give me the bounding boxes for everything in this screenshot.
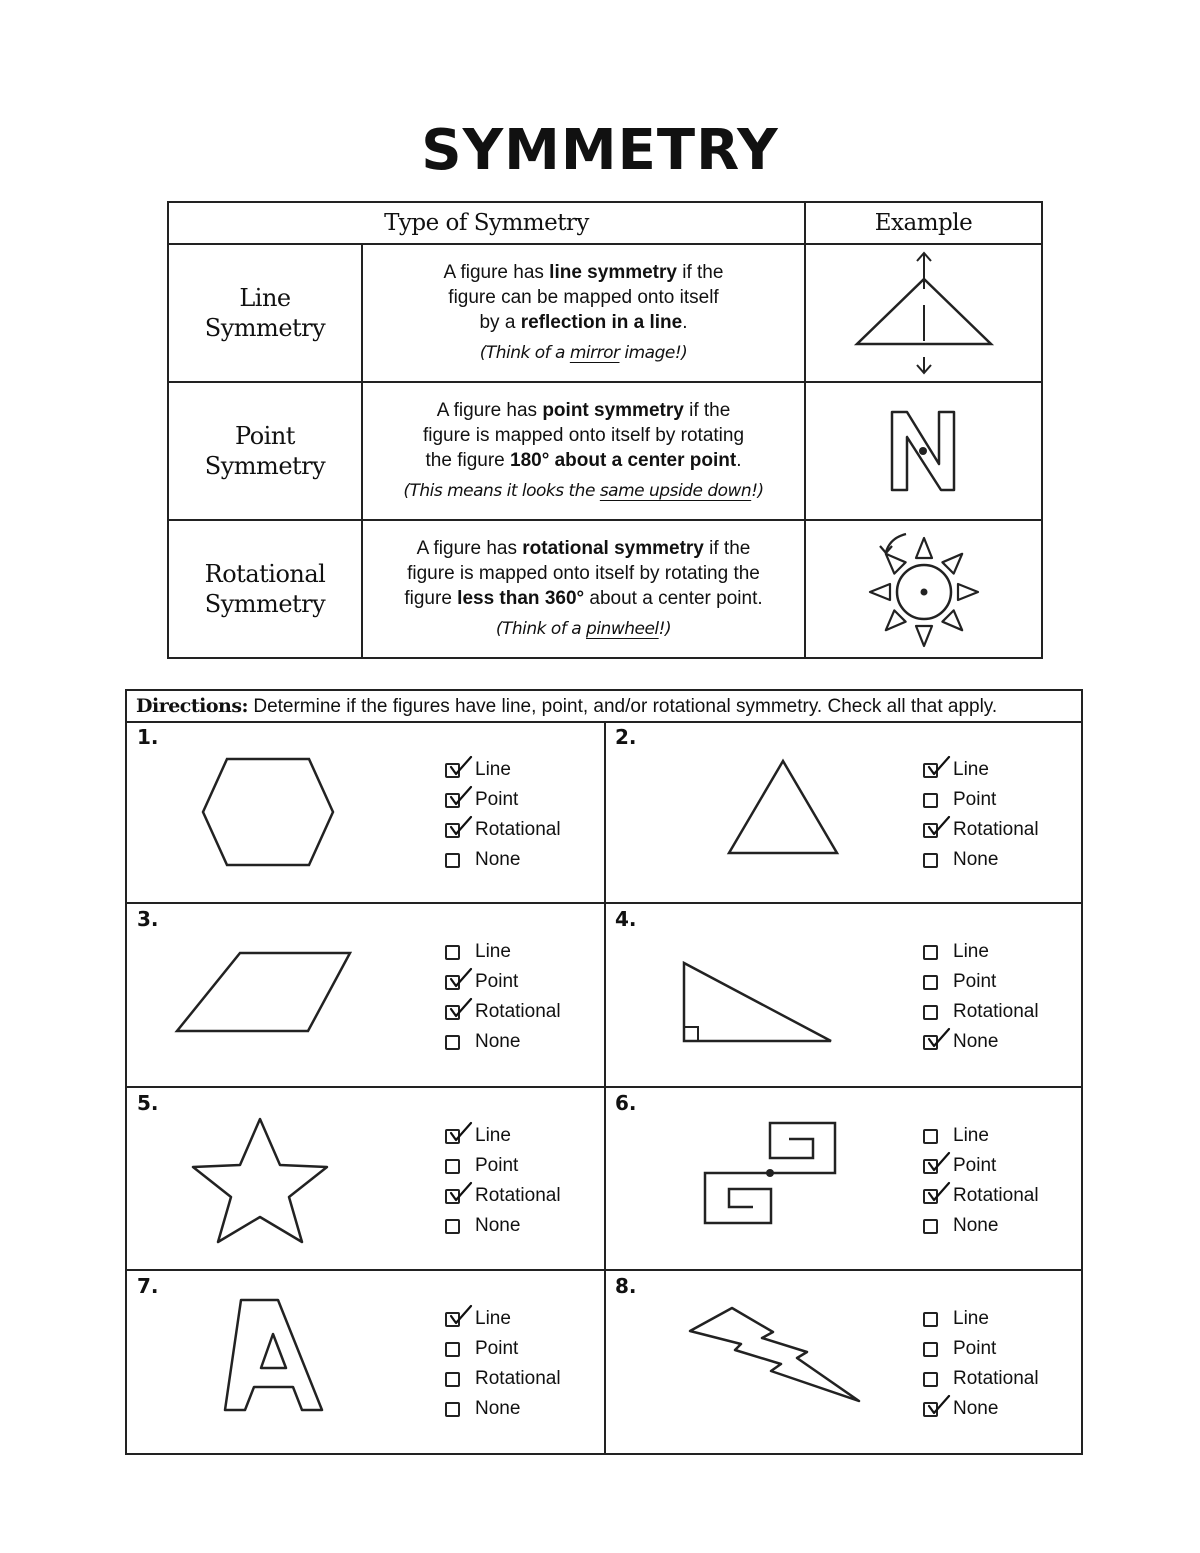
problem-number: 5. <box>137 1091 159 1115</box>
problem-number: 4. <box>615 907 637 931</box>
problem-number: 2. <box>615 725 637 749</box>
checked-checkbox[interactable] <box>923 823 938 838</box>
page-title: SYMMETRY <box>421 118 779 183</box>
checkbox[interactable] <box>923 1129 938 1144</box>
letter-n-center-point-icon <box>889 409 959 493</box>
option-label: Point <box>475 1155 519 1176</box>
option-none <box>445 1027 561 1057</box>
checkbox[interactable] <box>445 1372 460 1387</box>
symmetry-options <box>923 937 1039 1057</box>
option-label: Rotational <box>953 1368 1039 1389</box>
option-label: Point <box>953 1338 997 1359</box>
option-label: Point <box>953 971 997 992</box>
option-point <box>445 1151 561 1181</box>
symmetry-options <box>923 1304 1039 1424</box>
option-rotational <box>923 997 1039 1027</box>
option-point <box>923 1334 1039 1364</box>
option-label: Line <box>475 759 511 780</box>
option-label: Line <box>953 759 989 780</box>
option-point <box>923 1151 1039 1181</box>
checked-checkbox[interactable] <box>445 975 460 990</box>
option-rotational <box>445 815 561 845</box>
directions-text: Determine if the figures have line, point, and/or rotational symmetry. Check all that apply. <box>253 696 998 717</box>
option-label: Rotational <box>475 819 561 840</box>
checked-checkbox[interactable] <box>445 1129 460 1144</box>
checked-checkbox[interactable] <box>923 1159 938 1174</box>
row-point-symmetry-name: Point Symmetry <box>168 382 362 520</box>
symmetry-options <box>445 1304 561 1424</box>
option-label: Point <box>475 971 519 992</box>
option-rotational <box>445 1181 561 1211</box>
problem-number: 3. <box>137 907 159 931</box>
option-label: None <box>953 1215 999 1236</box>
problem-7 <box>127 1270 605 1453</box>
option-label: None <box>475 1215 521 1236</box>
problem-number: 8. <box>615 1274 637 1298</box>
option-line <box>445 755 561 785</box>
letter-a-icon <box>167 1290 367 1435</box>
option-rotational <box>923 1364 1039 1394</box>
option-label: None <box>953 1031 999 1052</box>
option-label: Rotational <box>475 1185 561 1206</box>
checkbox[interactable] <box>445 1342 460 1357</box>
option-none <box>445 1211 561 1241</box>
symmetry-options <box>445 1121 561 1241</box>
grid-divider <box>127 1269 1081 1271</box>
checked-checkbox[interactable] <box>923 1035 938 1050</box>
sun-rotation-icon <box>864 528 984 650</box>
problem-8 <box>605 1270 1081 1453</box>
option-none <box>923 1211 1039 1241</box>
option-label: Line <box>475 1125 511 1146</box>
star-icon <box>167 1107 367 1262</box>
example-rotational-symmetry <box>805 520 1042 658</box>
option-label: Line <box>475 941 511 962</box>
option-line <box>445 937 561 967</box>
problem-3 <box>127 903 605 1087</box>
option-label: None <box>475 849 521 870</box>
checkbox[interactable] <box>923 945 938 960</box>
checkbox[interactable] <box>923 1312 938 1327</box>
option-label: Rotational <box>475 1368 561 1389</box>
option-rotational <box>445 997 561 1027</box>
problem-grid <box>127 721 1081 1453</box>
option-line <box>445 1121 561 1151</box>
example-line-symmetry <box>805 244 1042 382</box>
symmetry-options <box>923 1121 1039 1241</box>
checked-checkbox[interactable] <box>923 1189 938 1204</box>
parallelogram-icon <box>167 923 387 1058</box>
symmetry-options <box>445 937 561 1057</box>
row-line-symmetry-name: Line Symmetry <box>168 244 362 382</box>
option-label: None <box>475 1398 521 1419</box>
option-label: Rotational <box>953 1001 1039 1022</box>
option-point <box>445 967 561 997</box>
practice-section <box>125 689 1083 1455</box>
option-none <box>445 1394 561 1424</box>
checked-checkbox[interactable] <box>445 1312 460 1327</box>
checked-checkbox[interactable] <box>445 763 460 778</box>
option-line <box>445 1304 561 1334</box>
option-none <box>445 845 561 875</box>
row-rotational-symmetry-description: A figure has rotational symmetry if the figure is mapped onto itself by rotating the figure less than 360° about a center point. (Think of a pinwheel!) <box>362 520 805 658</box>
checkbox[interactable] <box>445 1219 460 1234</box>
option-label: Point <box>953 1155 997 1176</box>
checked-checkbox[interactable] <box>445 823 460 838</box>
option-label: Point <box>953 789 997 810</box>
option-label: None <box>475 1031 521 1052</box>
header-example: Example <box>805 202 1042 244</box>
checkbox[interactable] <box>445 945 460 960</box>
checkbox[interactable] <box>923 1005 938 1020</box>
problem-6 <box>605 1087 1081 1270</box>
problem-number: 7. <box>137 1274 159 1298</box>
checkbox[interactable] <box>923 793 938 808</box>
symmetry-options <box>445 755 561 875</box>
symmetry-options <box>923 755 1039 875</box>
checkbox[interactable] <box>923 1372 938 1387</box>
problem-4 <box>605 903 1081 1087</box>
directions-label: Directions: <box>136 695 249 717</box>
option-rotational <box>923 1181 1039 1211</box>
hexagon-icon <box>167 741 337 876</box>
option-label: Point <box>475 1338 519 1359</box>
checked-checkbox[interactable] <box>445 1189 460 1204</box>
option-line <box>923 937 1039 967</box>
option-line <box>923 1304 1039 1334</box>
option-label: None <box>953 849 999 870</box>
checkbox[interactable] <box>445 1159 460 1174</box>
right-triangle-icon <box>645 923 875 1058</box>
checkbox[interactable] <box>445 1402 460 1417</box>
checkbox[interactable] <box>445 853 460 868</box>
row-line-symmetry-description: A figure has line symmetry if the figure can be mapped onto itself by a reflection in a line. (Think of a mirror image!) <box>362 244 805 382</box>
problem-1 <box>127 721 605 903</box>
option-point <box>923 785 1039 815</box>
checked-checkbox[interactable] <box>445 793 460 808</box>
option-line <box>923 1121 1039 1151</box>
checkbox[interactable] <box>923 1342 938 1357</box>
symmetry-reference-table <box>167 201 1043 659</box>
option-label: Rotational <box>475 1001 561 1022</box>
option-label: Line <box>953 1308 989 1329</box>
problem-2 <box>605 721 1081 903</box>
checked-checkbox[interactable] <box>445 1005 460 1020</box>
row-point-symmetry-description: A figure has point symmetry if the figure is mapped onto itself by rotating the figure 180° about a center point. (This means it looks the same upside down!) <box>362 382 805 520</box>
lightning-bolt-icon <box>645 1290 875 1425</box>
problem-5 <box>127 1087 605 1270</box>
option-none <box>923 1394 1039 1424</box>
triangle-with-mirror-line-icon <box>849 249 999 377</box>
option-none <box>923 1027 1039 1057</box>
double-spiral-icon <box>645 1107 865 1252</box>
note: (Think of a pinwheel!) <box>495 619 672 639</box>
option-label: Point <box>475 789 519 810</box>
grid-divider <box>127 1086 1081 1088</box>
checkbox[interactable] <box>923 853 938 868</box>
checked-checkbox[interactable] <box>923 1402 938 1417</box>
note: (This means it looks the same upside down!) <box>403 481 764 501</box>
option-rotational <box>923 815 1039 845</box>
option-rotational <box>445 1364 561 1394</box>
option-label: None <box>953 1398 999 1419</box>
checkbox[interactable] <box>923 1219 938 1234</box>
row-rotational-symmetry-name: Rotational Symmetry <box>168 520 362 658</box>
option-label: Line <box>953 1125 989 1146</box>
directions <box>127 691 1081 723</box>
grid-divider <box>127 902 1081 904</box>
example-point-symmetry <box>805 382 1042 520</box>
option-point <box>445 1334 561 1364</box>
checkbox[interactable] <box>923 975 938 990</box>
option-point <box>923 967 1039 997</box>
header-type-of-symmetry: Type of Symmetry <box>168 202 805 244</box>
option-line <box>923 755 1039 785</box>
equilateral-triangle-icon <box>645 741 865 876</box>
option-none <box>923 845 1039 875</box>
option-label: Rotational <box>953 1185 1039 1206</box>
checked-checkbox[interactable] <box>923 763 938 778</box>
option-label: Rotational <box>953 819 1039 840</box>
note: (Think of a mirror image!) <box>479 343 688 363</box>
checkbox[interactable] <box>445 1035 460 1050</box>
option-label: Line <box>953 941 989 962</box>
option-point <box>445 785 561 815</box>
problem-number: 6. <box>615 1091 637 1115</box>
problem-number: 1. <box>137 725 159 749</box>
option-label: Line <box>475 1308 511 1329</box>
